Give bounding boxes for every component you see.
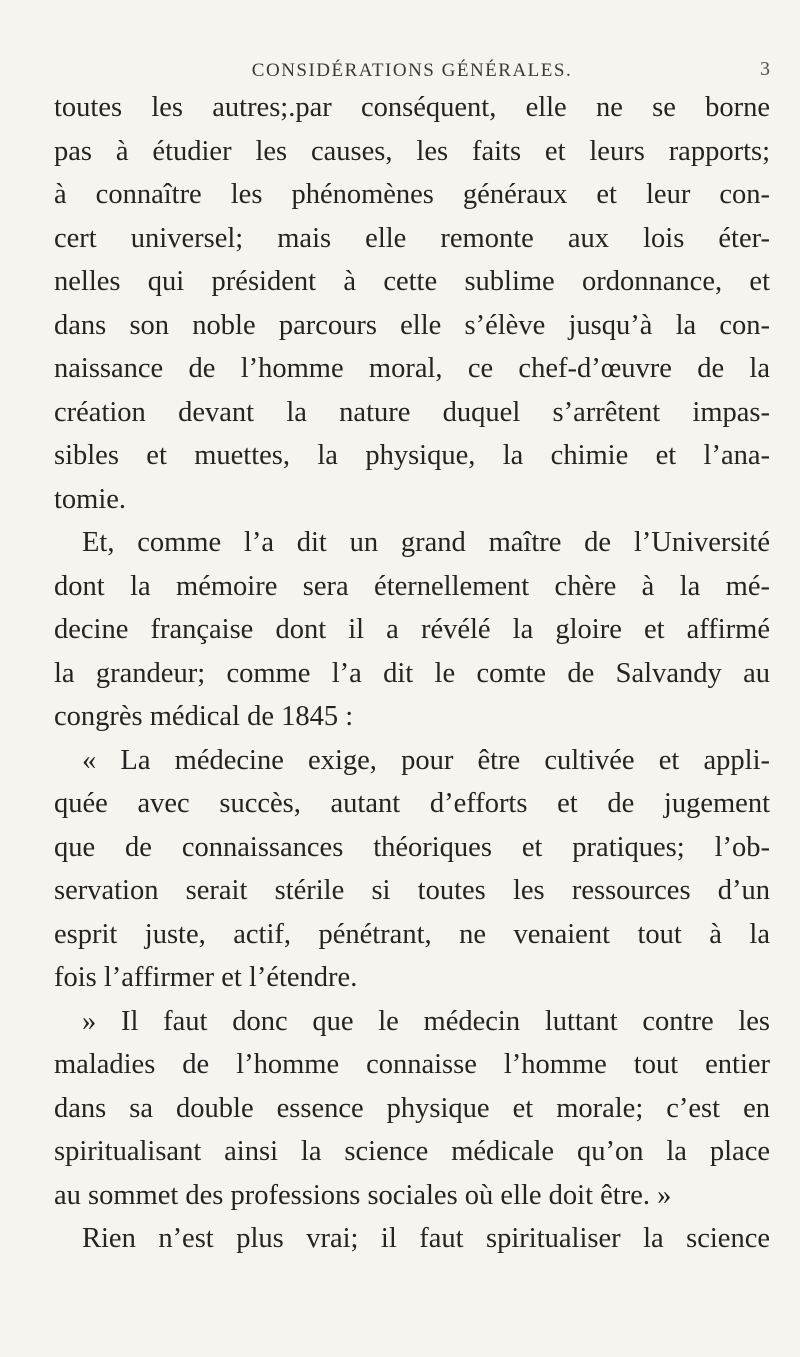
text-line: naissance de l’homme moral, ce chef-d’œuvre de la bbox=[54, 353, 770, 384]
text-line: nelles qui président à cette sublime ordonnance, et bbox=[54, 266, 770, 297]
text-line: decine française dont il a révélé la gloire et affirmé bbox=[54, 614, 770, 645]
text-line: à connaître les phénomènes généraux et leur con- bbox=[54, 179, 770, 210]
text-line-paragraph-end: tomie. bbox=[54, 483, 127, 515]
text-line: cert universel; mais elle remonte aux lois éter- bbox=[54, 222, 770, 254]
quote-line-paragraph-start: « La médecine exige, pour être cultivée et appli- bbox=[82, 744, 770, 776]
text-line: création devant la nature duquel s’arrêtent impas- bbox=[54, 396, 770, 428]
quote-line: maladies de l’homme connaisse l’homme tout entier bbox=[54, 1049, 770, 1080]
quote-line-paragraph-start: » Il faut donc que le médecin luttant contre les bbox=[82, 1005, 770, 1037]
running-head bbox=[54, 50, 770, 90]
text-line: sibles et muettes, la physique, la chimie et l’ana- bbox=[54, 440, 770, 471]
quote-line-paragraph-end: fois l’affirmer et l’étendre. bbox=[54, 962, 358, 993]
text-line-paragraph-start: Rien n’est plus vrai; il faut spiritualiser la science bbox=[82, 1223, 770, 1254]
text-line: dans son noble parcours elle s’élève jusqu’à la con- bbox=[54, 309, 770, 341]
quote-line: que de connaissances théoriques et pratiques; l’ob- bbox=[54, 831, 770, 863]
text-line-paragraph-end: congrès médical de 1845 : bbox=[54, 701, 354, 732]
body-text bbox=[54, 86, 770, 1261]
quote-line: esprit juste, actif, pénétrant, ne venaient tout à la bbox=[54, 918, 770, 950]
text-line: toutes les autres;.par conséquent, elle ne se borne bbox=[54, 92, 770, 123]
quote-line: dans sa double essence physique et morale; c’est en bbox=[54, 1092, 770, 1124]
quote-line: quée avec succès, autant d’efforts et de jugement bbox=[54, 788, 770, 819]
text-line: pas à étudier les causes, les faits et leurs rapports; bbox=[54, 135, 770, 167]
quote-line: spiritualisant ainsi la science médicale qu’on la place bbox=[54, 1136, 770, 1167]
quote-line: servation serait stérile si toutes les ressources d’un bbox=[54, 875, 770, 906]
text-line-paragraph-start: Et, comme l’a dit un grand maître de l’Université bbox=[82, 527, 770, 558]
text-line: la grandeur; comme l’a dit le comte de Salvandy au bbox=[54, 657, 770, 689]
text-line: dont la mémoire sera éternellement chère à la mé- bbox=[54, 570, 770, 602]
running-title: CONSIDÉRATIONS GÉNÉRALES. bbox=[251, 60, 573, 81]
page-number: 3 bbox=[760, 58, 770, 80]
quote-line-paragraph-end: au sommet des professions sociales où elle doit être. » bbox=[54, 1179, 672, 1211]
